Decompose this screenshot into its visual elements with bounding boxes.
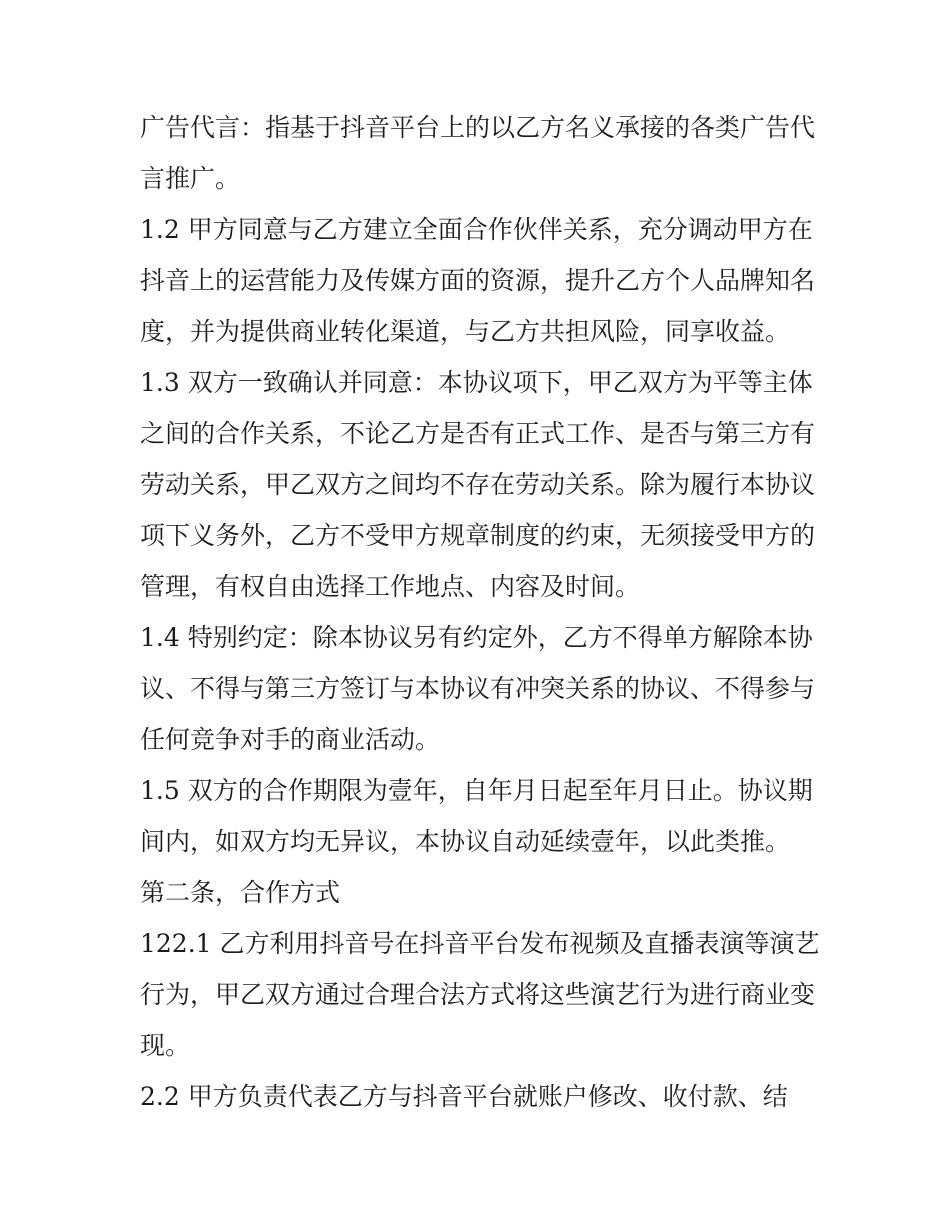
text-line: 广告代言：指基于抖音平台上的以乙方名义承接的各类广告代 bbox=[140, 113, 816, 142]
text-line: 度，并为提供商业转化渠道，与乙方共担风险，同享收益。 bbox=[140, 317, 791, 346]
text-line: 项下义务外，乙方不受甲方规章制度的约束，无须接受甲方的 bbox=[140, 521, 816, 550]
text-line: 议、不得与第三方签订与本协议有冲突关系的协议、不得参与 bbox=[140, 674, 816, 703]
text-line: 之间的合作关系，不论乙方是否有正式工作、是否与第三方有 bbox=[140, 419, 816, 448]
text-line: 122.1 乙方利用抖音号在抖音平台发布视频及直播表演等演艺 bbox=[140, 929, 820, 958]
text-line: 1.2 甲方同意与乙方建立全面合作伙伴关系，充分调动甲方在 bbox=[140, 215, 813, 244]
text-line: 言推广。 bbox=[140, 164, 241, 193]
text-line: 劳动关系，甲乙双方之间均不存在劳动关系。除为履行本协议 bbox=[140, 470, 816, 499]
text-line: 现。 bbox=[140, 1031, 191, 1060]
text-line: 1.4 特别约定：除本协议另有约定外，乙方不得单方解除本协 bbox=[140, 623, 813, 652]
text-line: 行为，甲乙双方通过合理合法方式将这些演艺行为进行商业变 bbox=[140, 980, 816, 1009]
text-line: 2.2 甲方负责代表乙方与抖音平台就账户修改、收付款、结 bbox=[140, 1082, 788, 1111]
text-line: 管理，有权自由选择工作地点、内容及时间。 bbox=[140, 572, 641, 601]
text-line: 1.5 双方的合作期限为壹年，自年月日起至年月日止。协议期 bbox=[140, 776, 813, 805]
section-heading: 第二条，合作方式 bbox=[140, 878, 341, 907]
text-line: 抖音上的运营能力及传媒方面的资源，提升乙方个人品牌知名 bbox=[140, 266, 816, 295]
text-line: 1.3 双方一致确认并同意：本协议项下，甲乙双方为平等主体 bbox=[140, 368, 813, 397]
text-line: 任何竞争对手的商业活动。 bbox=[140, 725, 441, 754]
text-line: 间内，如双方均无异议，本协议自动延续壹年，以此类推。 bbox=[140, 827, 791, 856]
